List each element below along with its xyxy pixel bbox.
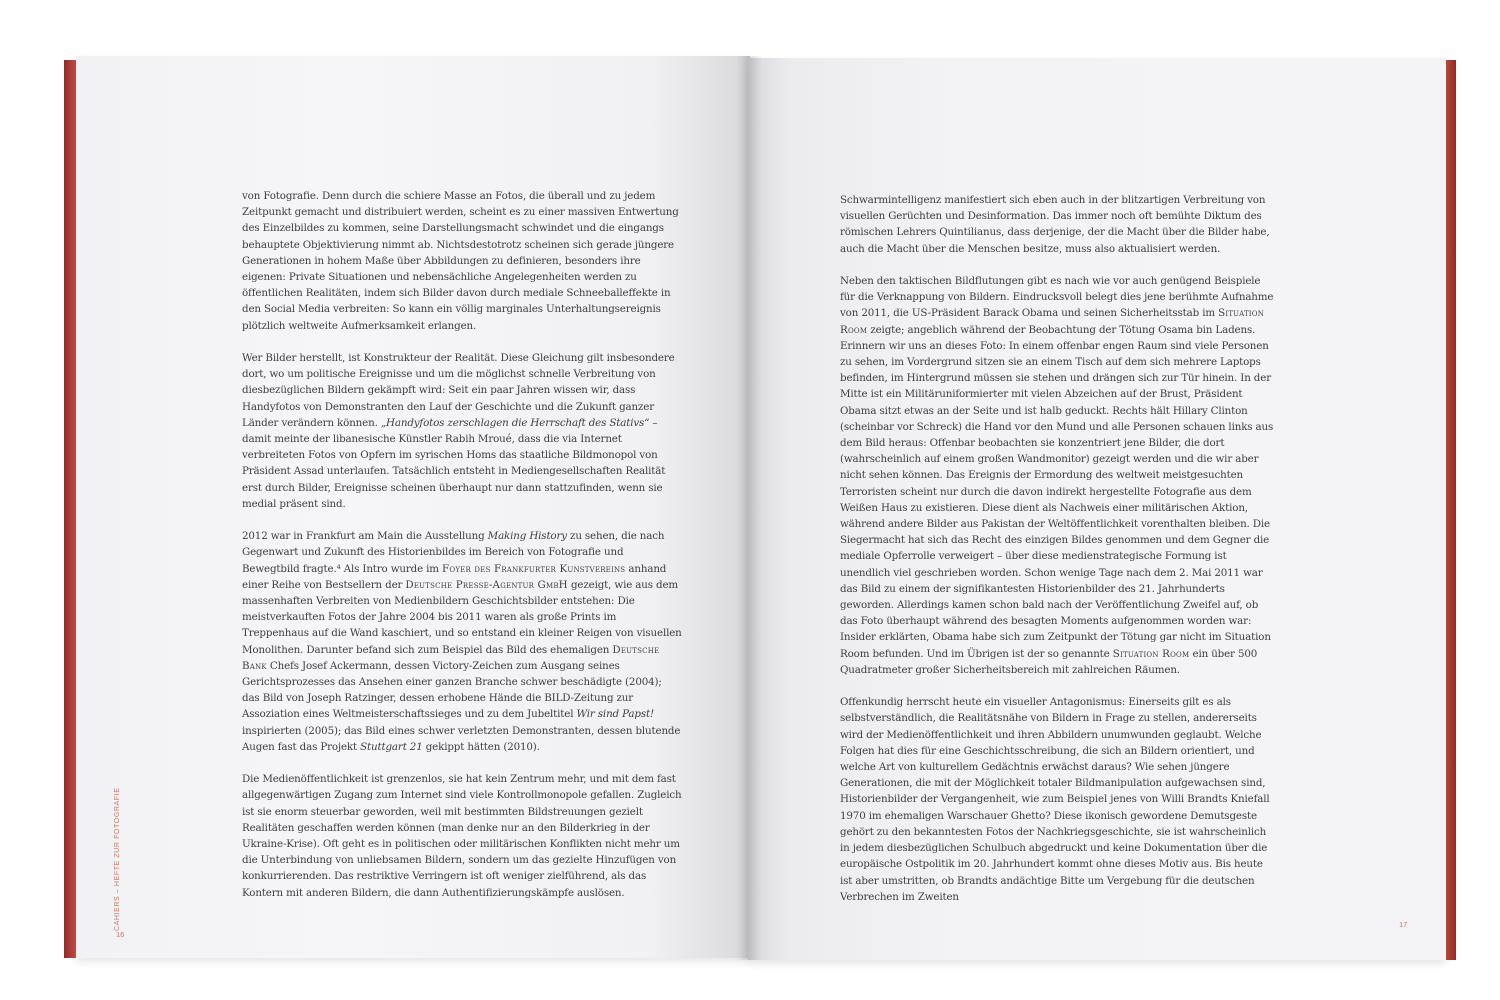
paragraph: Die Medienöffentlichkeit ist grenzenlos, sie hat kein Zentrum mehr, und mit dem fast allgegenwärtigen Zugang zum Internet sind viele Kontrollmonopole gefallen. Zugleich ist sie enorm steuerbar geworden, weil mit bestimmten Bildstreuungen gezielt Realitäten geschaffen werden können (man denke nur an den Bilderkrieg in der Ukraine-Krise). Oft geht es in politischen oder militärischen Konflikten nicht mehr um die Unterbindung von unliebsamen Bildern, sondern um das gezielte Hinzufügen von konkurrierenden. Das restriktive Verringern ist oft weniger zielführend, als das Kontern mit anderen Bildern, die dann Authentifizierungskämpfe auslösen. bbox=[242, 773, 682, 899]
running-title: CAHIERS – HEFTE ZUR FOTOGRAFIE bbox=[114, 787, 121, 931]
small-caps-name: Foyer des Frankfurter Kunstvereins bbox=[442, 562, 626, 575]
paragraph: von Fotografie. Denn durch die schiere Masse an Fotos, die überall und zu jedem Zeitpunkt gemacht und distribuiert werden, scheint es zu einer massiven Entwertung des Einzelbildes zu kommen, seine Darstellungsmacht schwindet und die eingangs behauptete Objektivierung nimmt ab. Nichtsdestotrotz scheinen sich gerade jüngere Generationen in hohem Maße über Abbildungen zu definieren, besonders ihre eigenen: Private Situationen und nebensächliche Angelegenheiten werden zu öffentlichen Realitäten, indem sich Bilder davon durch mediale Schneeballeffekte in den Social Media verbreiten: So kann ein völlig marginales Unterhaltungsereignis plötzlich weltweite Aufmerksamkeit erlangen. bbox=[242, 190, 679, 332]
page-number: 17 bbox=[1399, 920, 1408, 929]
small-caps-name: Situation Room bbox=[840, 307, 1265, 336]
paragraph: Offenkundig herrscht heute ein visueller Antagonismus: Einerseits gilt es als selbstverständlich, die Realitätsnähe von Bildern in Frage zu stellen, andererseits wird der Medienöffentlichkeit und ihren Abbildern unumwunden geglaubt. Welche Folgen hat dies für eine Geschichtsschreibung, die sich an Bildern orientiert, und welche Art von kulturellem Gedächtnis erwächst daraus? Wie sehen jüngere Generationen, die mit der Möglichkeit totaler Bildmanipulation aufgewachsen sind, Historienbilder der Vergangenheit, wie zum Beispiel jenes von Willi Brandts Kniefall 1970 im ehemaligen Warschauer Ghetto? Diese ikonisch gewordene Demutsgeste gehört zu den bekanntesten Fotos der Nachkriegsgeschichte, sie ist wahrscheinlich in jedem diesbezüglichen Schulbuch abgedruckt und keine Dokumentation über die europäische Ostpolitik im 20. Jahrhundert kommt ohne dieses Motiv aus. Bis heute ist aber umstritten, ob Brandts andächtige Bitte um Vergebung für die deutschen Verbrechen im Zweiten bbox=[840, 696, 1270, 903]
left-page-body bbox=[242, 188, 682, 917]
paragraph: Wer Bilder herstellt, ist Konstrukteur der Realität. Diese Gleichung gilt insbesondere dort, wo um politische Ereignisse und um die möglichst schnelle Verbreitung von diesbezüglichen Bildern gekämpft wird: Seit ein paar Jahren wissen wir, dass Handyfotos von Demonstranten den Lauf der Geschichte und die Zukunft ganzer Länder verändern können. „Handyfotos zerschlagen die Herrschaft des Stativs“ – damit meinte der libanesische Künstler Rabih Mroué, dass die via Internet verbreiteten Fotos von Opfern im syrischen Homs das staatliche Bildmonopol von Präsident Assad unterlaufen. Tatsächlich entsteht in Mediengesellschaften Realität erst durch Bilder, Ereignisse scheinen überhaupt nur dann stattzufinden, wenn sie medial präsent sind. bbox=[242, 352, 675, 510]
page-number: 16 bbox=[116, 930, 125, 939]
small-caps-name: Situation Room bbox=[1112, 647, 1190, 660]
quote: „Handyfotos zerschlagen die Herrschaft des Stativs“ bbox=[380, 416, 650, 429]
exhibition-title: Making History bbox=[487, 530, 567, 543]
small-caps-name: Deutsche Bank bbox=[242, 643, 660, 672]
book-gutter-shadow bbox=[736, 56, 762, 960]
project-title: Stuttgart 21 bbox=[360, 740, 423, 753]
headline-title: Wir sind Papst! bbox=[576, 708, 654, 721]
paragraph: Neben den taktischen Bildflutungen gibt es nach wie vor auch genügend Beispiele für die Verknappung von Bildern. Eindrucksvoll belegt dies jene berühmte Aufnahme von 2011, die US-Präsident Barack Obama und seinen Sicherheitsstab im Situation Room zeigte; angeblich während der Beobachtung der Tötung Osama bin Ladens. Erinnern wir uns an dieses Foto: In einem offenbar engen Raum sind viele Personen zu sehen, im Vordergrund sitzen sie an einem Tisch auf dem sich mehrere Laptops befinden, im Hintergrund müssen sie stehen und drängen sich zur Tür hinein. In der Mitte ist ein Militäruniformierter mit vielen Abzeichen auf der Brust, Präsident Obama sitzt etwas an der Seite und ist halb geduckt. Rechts hält Hillary Clinton (scheinbar vor Schreck) die Hand vor den Mund und alle Personen schauen links aus dem Bild heraus: Offenbar beobachten sie konzentriert jene Bilder, die dort (wahrscheinlich auf einem großen Wandmonitor) gezeigt werden und die wir aber nicht sehen können. Das Ereignis der Ermordung des weltweit meistgesuchten Terroristen scheint nur durch die davon indirekt hergestellte Fotografie aus dem Weißen Haus zu existieren. Diese dient als Nachweis einer militärischen Aktion, während andere Bilder aus Pakistan der Weltöffentlichkeit vorenthalten bleiben. Die Siegermacht hat sich das Recht des einzigen Bildes genommen und dem Gegner die mediale Opferrolle verweigert – über diese medienstrategische Formung ist unendlich viel geschrieben worden. Schon wenige Tage nach dem 2. Mai 2011 war das Bild zu einem der signifikantesten Historienbilder des 21. Jahrhunderts geworden. Allerdings kamen schon bald nach der Veröffentlichung Zweifel auf, ob das Foto überhaupt während des besagten Moments aufgenommen worden war: Insider erklärten, Obama habe sich zum Zeitpunkt der Tötung gar nicht im Situation Room befunden. Und im Übrigen ist der so genannte Situation Room ein über 500 Quadratmeter großer Sicherheitsbereich mit zahlreichen Räumen. bbox=[840, 275, 1274, 676]
small-caps-name: Deutsche Presse-Agentur GmbH bbox=[405, 578, 568, 591]
paragraph: Schwarmintelligenz manifestiert sich eben auch in der blitzartigen Verbreitung von visuellen Gerüchten und Desinformation. Das immer noch oft bemühte Diktum des römischen Lehrers Quintilianus, dass derjenige, der die Macht über die Bilder habe, auch die Macht über die Menschen besitze, muss also aktualisiert werden. bbox=[840, 194, 1270, 255]
right-page-body bbox=[840, 192, 1276, 921]
left-page bbox=[76, 56, 750, 958]
right-page bbox=[748, 58, 1446, 960]
paragraph: 2012 war in Frankfurt am Main die Ausstellung Making History zu sehen, die nach Gegenwart und Zukunft des Historienbildes im Bereich von Fotografie und Bewegtbild fragte.⁴ Als Intro wurde im Foyer des Frankfurter Kunstvereins anhand einer Reihe von Bestsellern der Deutsche Presse-Agentur GmbH gezeigt, wie aus dem massenhaften Verbreiten von Medienbildern Geschichtsbilder entstehen: Die meistverkauften Fotos der Jahre 2004 bis 2011 waren als große Prints im Treppenhaus auf die Wand kaschiert, und so entstand ein kleiner Reigen von visuellen Monolithen. Darunter befand sich zum Beispiel das Bild des ehemaligen Deutsche Bank Chefs Josef Ackermann, dessen Victory-Zeichen zum Ausgang seines Gerichtsprozesses das Ansehen einer ganzen Branche schwer beschädigte (2004); das Bild von Joseph Ratzinger, dessen erhobene Hände die BILD-Zeitung zur Assoziation eines Weltmeisterschaftssieges und zu dem Jubeltitel Wir sind Papst! inspirierten (2005); das Bild eines schwer verletzten Demonstranten, dessen blutende Augen fast das Projekt Stuttgart 21 gekippt hätten (2010). bbox=[242, 530, 682, 753]
